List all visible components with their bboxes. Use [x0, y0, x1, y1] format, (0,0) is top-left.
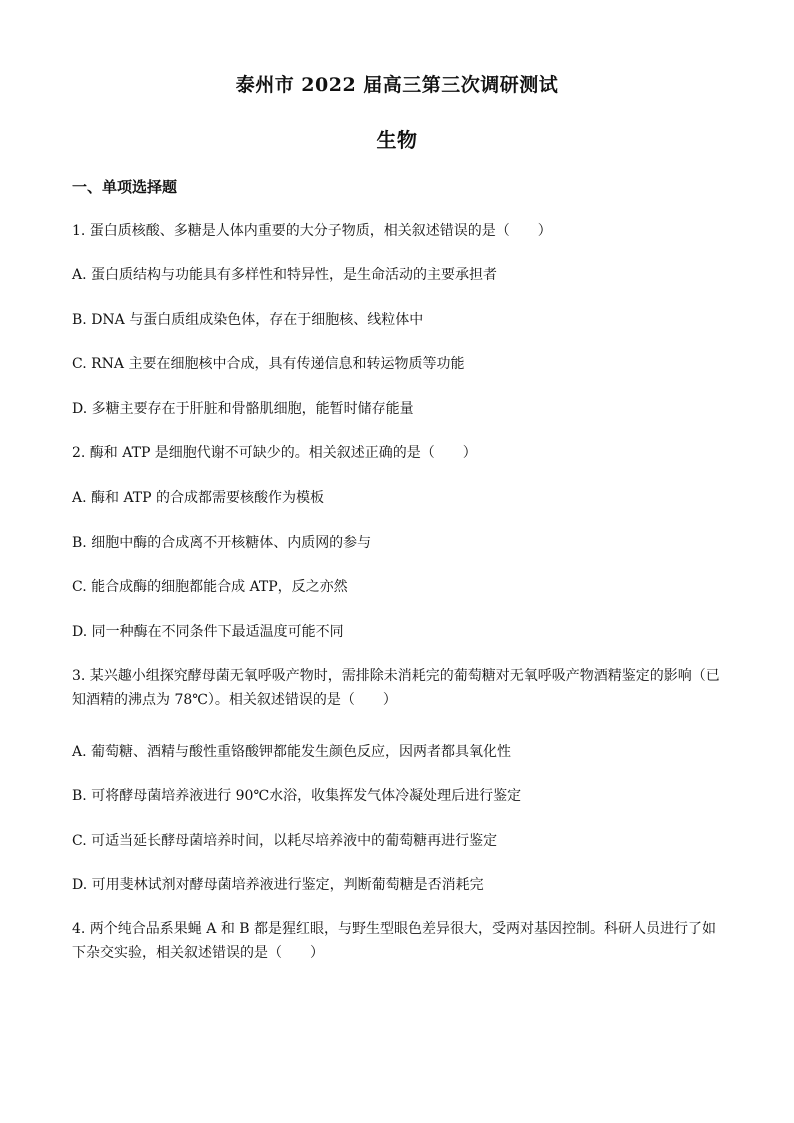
- question-2-option-a: A. 酶和 ATP 的合成都需要核酸作为模板: [72, 490, 325, 506]
- question-2-option-d: D. 同一种酶在不同条件下最适温度可能不同: [72, 624, 344, 640]
- question-1-stem: 1. 蛋白质核酸、多糖是人体内重要的大分子物质，相关叙述错误的是（ ）: [72, 223, 552, 239]
- question-4-stem: 4. 两个纯合品系果蝇 A 和 B 都是猩红眼，与野生型眼色差异很大，受两对基因控制。科研人员进行了如下杂交实验，相关叙述错误的是（ ）: [72, 921, 717, 961]
- question-3-option-b: B. 可将酵母菌培养液进行 90℃水浴，收集挥发气体冷凝处理后进行鉴定: [72, 788, 522, 804]
- exam-subject: 生物: [376, 128, 418, 152]
- question-3-option-c: C. 可适当延长酵母菌培养时间，以耗尽培养液中的葡萄糖再进行鉴定: [72, 833, 498, 849]
- question-1-option-a: A. 蛋白质结构与功能具有多样性和特异性，是生命活动的主要承担者: [72, 267, 498, 283]
- question-3-stem: 3. 某兴趣小组探究酵母菌无氧呼吸产物时，需排除未消耗完的葡萄糖对无氧呼吸产物酒精鉴定的影响（已知酒精的沸点为 78℃）。相关叙述错误的是（ ）: [72, 668, 720, 708]
- question-2-stem: 2. 酶和 ATP 是细胞代谢不可缺少的。相关叙述正确的是（ ）: [72, 445, 477, 461]
- exam-title: 泰州市 2022 届高三第三次调研测试: [235, 74, 559, 96]
- question-1-option-b: B. DNA 与蛋白质组成染色体，存在于细胞核、线粒体中: [72, 312, 424, 328]
- question-1-option-c: C. RNA 主要在细胞核中合成，具有传递信息和转运物质等功能: [72, 356, 465, 372]
- question-3-option-d: D. 可用斐林试剂对酵母菌培养液进行鉴定，判断葡萄糖是否消耗完: [72, 877, 484, 893]
- question-3-option-a: A. 葡萄糖、酒精与酸性重铬酸钾都能发生颜色反应，因两者都具氧化性: [72, 744, 512, 760]
- question-2-option-c: C. 能合成酶的细胞都能合成 ATP，反之亦然: [72, 579, 348, 595]
- section-heading: 一、单项选择题: [72, 178, 178, 196]
- question-1-option-d: D. 多糖主要存在于肝脏和骨骼肌细胞，能暂时储存能量: [72, 401, 414, 417]
- question-2-option-b: B. 细胞中酶的合成离不开核糖体、内质网的参与: [72, 535, 372, 551]
